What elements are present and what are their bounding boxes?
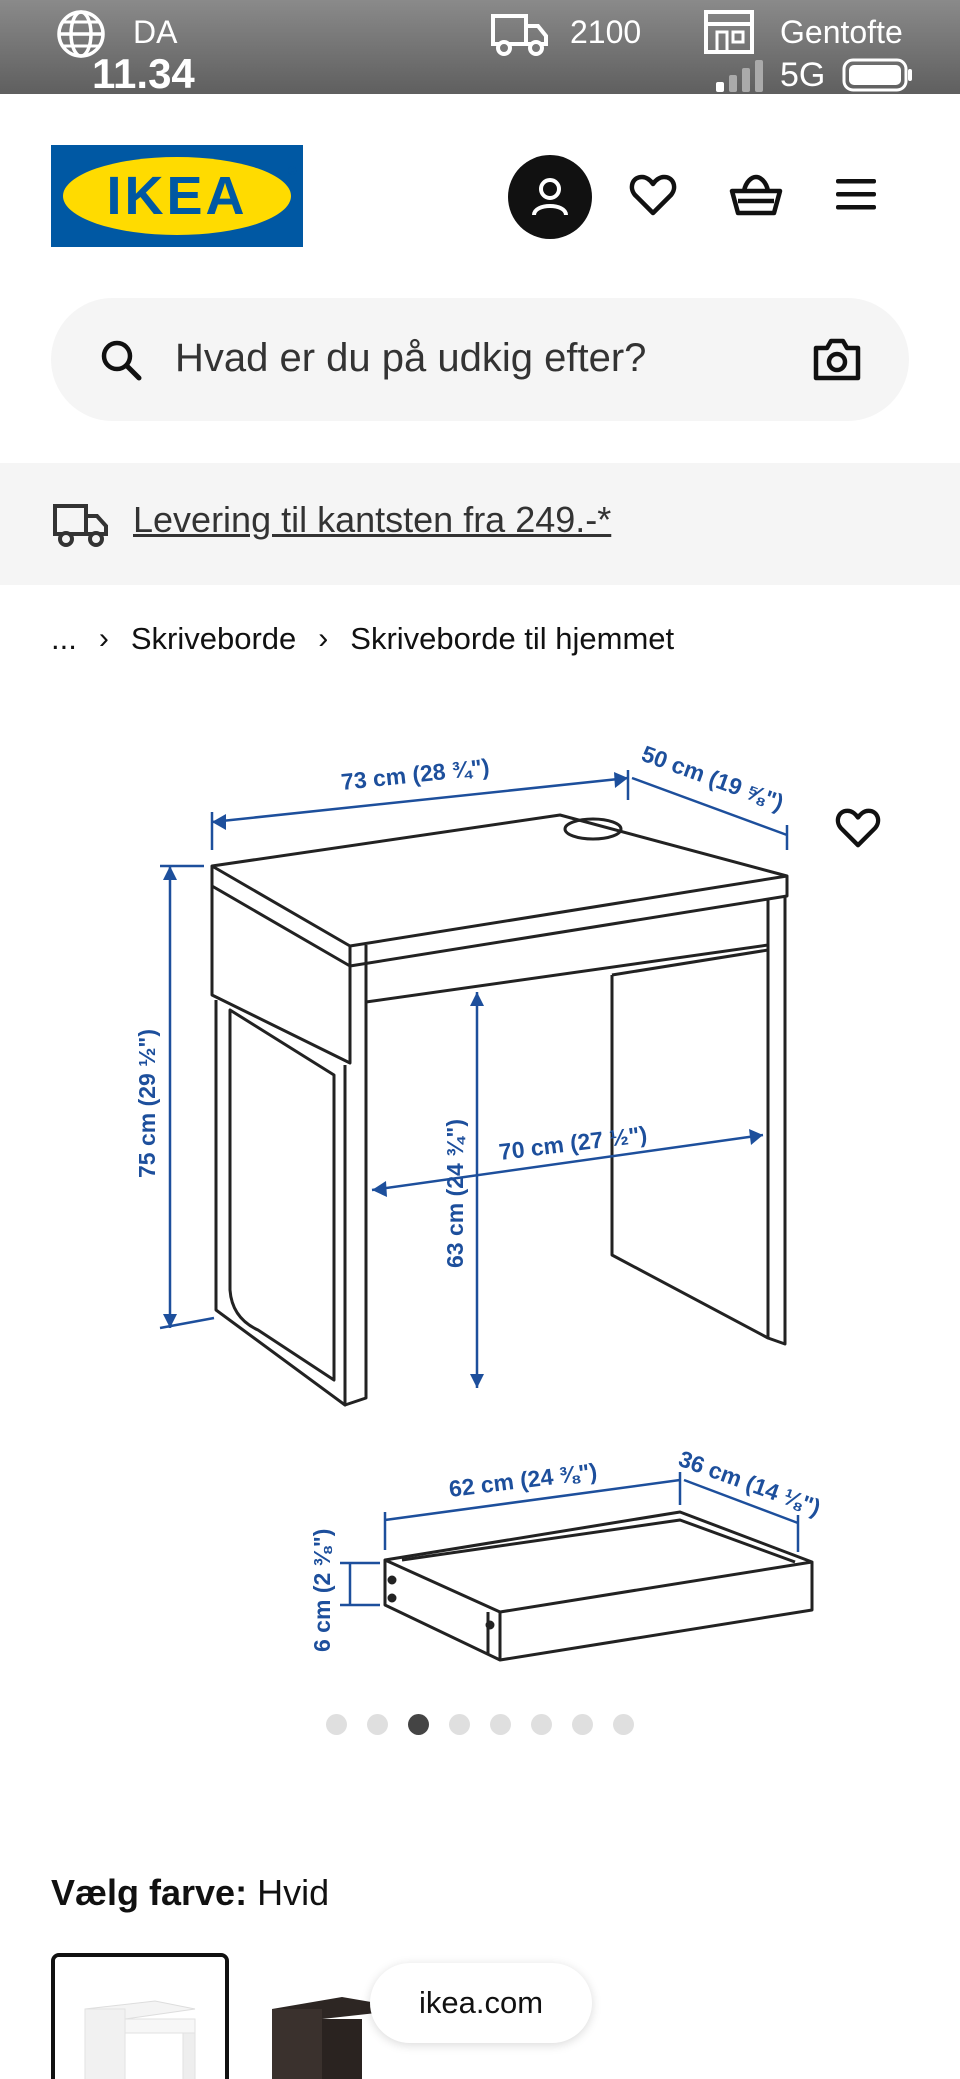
dim-inner-width: 70 cm (27 ½") [497, 1120, 649, 1165]
search-input[interactable]: Hvad er du på udkig efter? [175, 336, 647, 380]
menu-button[interactable] [832, 170, 880, 218]
battery-icon [842, 58, 914, 92]
heart-icon [629, 173, 677, 217]
white-desk-thumbnail [55, 1957, 225, 2079]
basket-icon [728, 171, 784, 219]
browser-url: ikea.com [418, 1985, 544, 2020]
search-icon [99, 338, 143, 382]
search-bar[interactable] [51, 298, 909, 421]
store-name: Gentofte [780, 14, 903, 50]
clock: 11.34 [92, 50, 195, 97]
camera-icon[interactable] [813, 336, 861, 382]
desk-top [212, 815, 787, 946]
chevron-right-icon: › [98, 622, 109, 655]
dim-height: 75 cm (29 ½") [134, 1029, 160, 1178]
store-icon [703, 8, 755, 56]
signal-icon [716, 60, 768, 92]
carousel-dot[interactable] [531, 1714, 552, 1735]
truck-icon [490, 10, 550, 56]
color-swatch-white[interactable] [51, 1953, 229, 2079]
chevron-right-icon: › [318, 622, 329, 655]
delivery-truck-icon [52, 502, 110, 548]
account-button[interactable] [508, 155, 592, 239]
network-type: 5G [780, 56, 826, 94]
registered-mark: ® [287, 163, 297, 178]
color-label-value: Hvid [257, 1872, 330, 1913]
dim-drawer-depth: 36 cm (14 ⅛") [675, 1445, 825, 1521]
browser-url-pill[interactable] [370, 1963, 592, 2043]
breadcrumb-item-skriveborde-til-hjemmet[interactable]: Skriveborde til hjemmet [350, 621, 675, 656]
delivery-banner [0, 463, 960, 585]
account-icon [528, 175, 572, 219]
dim-drawer-width: 62 cm (24 ⅜") [447, 1457, 599, 1502]
carousel-dot[interactable] [449, 1714, 470, 1735]
carousel-dot[interactable] [572, 1714, 593, 1735]
status-bar [0, 0, 960, 97]
logo-text: IKEA [106, 166, 248, 226]
breadcrumb [51, 618, 674, 660]
color-label-key: Vælg farve: [51, 1872, 248, 1913]
ikea-logo[interactable] [51, 145, 303, 247]
product-dimension-image[interactable] [110, 720, 850, 1680]
carousel-dot-active[interactable] [408, 1714, 429, 1735]
favorites-button[interactable] [625, 167, 681, 223]
image-carousel-dots [326, 1714, 634, 1735]
breadcrumb-ellipsis[interactable]: ... [51, 621, 77, 656]
carousel-dot[interactable] [367, 1714, 388, 1735]
language-label: DA [133, 14, 178, 50]
carousel-dot[interactable] [490, 1714, 511, 1735]
dim-drawer-height: 6 cm (2 ⅜") [309, 1528, 335, 1652]
postal-code: 2100 [570, 14, 642, 50]
carousel-dot[interactable] [613, 1714, 634, 1735]
heart-icon [835, 807, 881, 849]
breadcrumb-item-skriveborde[interactable]: Skriveborde [130, 621, 297, 656]
dim-leg-height: 63 cm (24 ¾") [442, 1119, 468, 1268]
dim-width: 73 cm (28 ¾") [339, 753, 491, 795]
save-product-button[interactable] [830, 800, 886, 856]
carousel-dot[interactable] [326, 1714, 347, 1735]
delivery-link[interactable]: Levering til kantsten fra 249.-* [133, 499, 612, 540]
dim-depth: 50 cm (19 ⅝") [638, 740, 788, 816]
logo-oval [63, 157, 291, 235]
menu-icon [834, 176, 878, 212]
basket-button[interactable] [724, 167, 788, 223]
color-selection-label [51, 1872, 329, 1914]
